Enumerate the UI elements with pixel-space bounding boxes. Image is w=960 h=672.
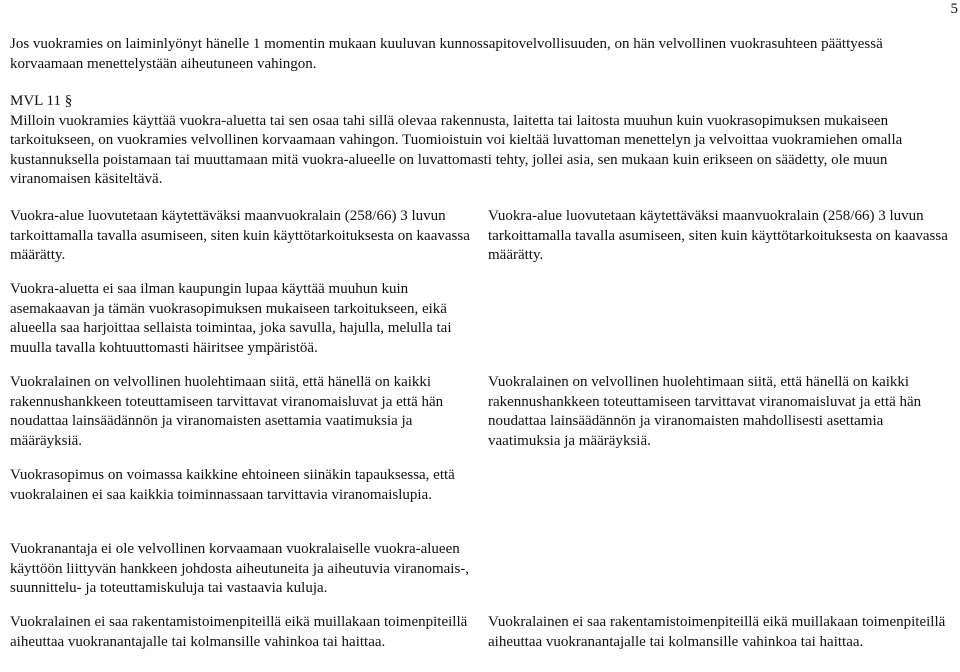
left-paragraph-usage: Vuokra-alue luovutetaan käytettäväksi maanvuokralain (258/66) 3 luvun tarkoittamalla tavalla asumiseen, siten kuin käyttötarkoituksesta on kaavassa määrätty. — [10, 208, 470, 263]
left-paragraph-validity: Vuokrasopimus on voimassa kaikkine ehtoineen siinäkin tapauksessa, että vuokralainen ei saa kaikkia toiminnassaan tarvittavia viranomaislupia. — [10, 467, 455, 503]
left-paragraph-costs: Vuokranantaja ei ole velvollinen korvaamaan vuokralaiselle vuokra-alueen käyttöön liittyvän hankkeen johdosta aiheutuneita ja aiheutuvia viranomais-, suunnittelu- ja toteuttamiskuluja tai vastaavia kuluja. — [10, 541, 470, 596]
right-paragraph-usage: Vuokra-alue luovutetaan käytettäväksi maanvuokralain (258/66) 3 luvun tarkoittamalla tavalla asumiseen, siten kuin käyttötarkoituksesta on kaavassa määrätty. — [488, 208, 948, 263]
right-paragraph-permits: Vuokralainen on velvollinen huolehtimaan siitä, että hänellä on kaikki rakennushankkeen toteuttamiseen tarvittavat viranomaisluvat ja että hän noudattaa lainsäädännön ja viranomaisten mahdollisesti asettamia vaatimuksia ja määräyksiä. — [488, 374, 922, 449]
law-reference: MVL 11 § — [10, 93, 73, 109]
intro-section — [10, 35, 945, 190]
left-paragraph-damage: Vuokralainen ei saa rakentamistoimenpiteillä eikä muillakaan toimenpiteillä aiheuttaa vuokranantajalle tai kolmansille vahinkoa tai haittaa. — [10, 614, 468, 650]
intro-paragraph: Jos vuokramies on laiminlyönyt hänelle 1 momentin mukaan kuuluvan kunnossapitovelvollisuuden, on hän velvollinen vuokrasuhteen päättyessä korvaamaan menettelystään aiheutuneen vahingon. — [10, 36, 883, 72]
left-paragraph-restrictions: Vuokra-aluetta ei saa ilman kaupungin lupaa käyttää muuhun kuin asemakaavan ja tämän vuokrasopimuksen mukaiseen tarkoitukseen, eikä alueella saa harjoittaa sellaista toimintaa, joka savulla, hajulla, melulla tai muulla tavalla kohtuuttomasti häiritsee ympäristöä. — [10, 281, 452, 356]
page-number: 5 — [950, 1, 958, 17]
law-paragraph: Milloin vuokramies käyttää vuokra-aluetta tai sen osaa tahi sillä olevaa rakennusta, laitetta tai laitosta muuhun kuin vuokrasopimuksen mukaiseen tarkoitukseen, on vuokramies velvollinen korvaamaan vahingon. Tuomioistuin voi kieltää luvattoman menettelyn ja velvoittaa vuokramiehen omalla kustannuksella poistamaan tai muuttamaan mitä vuokra-alueelle on luvattomasti tehty, jollei asia, sen mukaan kuin erikseen on säädetty, ole muun viranomaisen käsiteltävä. — [10, 112, 903, 187]
left-paragraph-permits: Vuokralainen on velvollinen huolehtimaan siitä, että hänellä on kaikki rakennushankkeen toteuttamiseen tarvittavat viranomaisluvat ja että hän noudattaa lainsäädännön ja viranomaisten asettamia vaatimuksia ja määräyksiä. — [10, 374, 444, 449]
right-paragraph-damage: Vuokralainen ei saa rakentamistoimenpiteillä eikä muillakaan toimenpiteillä aiheuttaa vuokranantajalle tai kolmansille vahinkoa tai haittaa. — [488, 614, 946, 650]
